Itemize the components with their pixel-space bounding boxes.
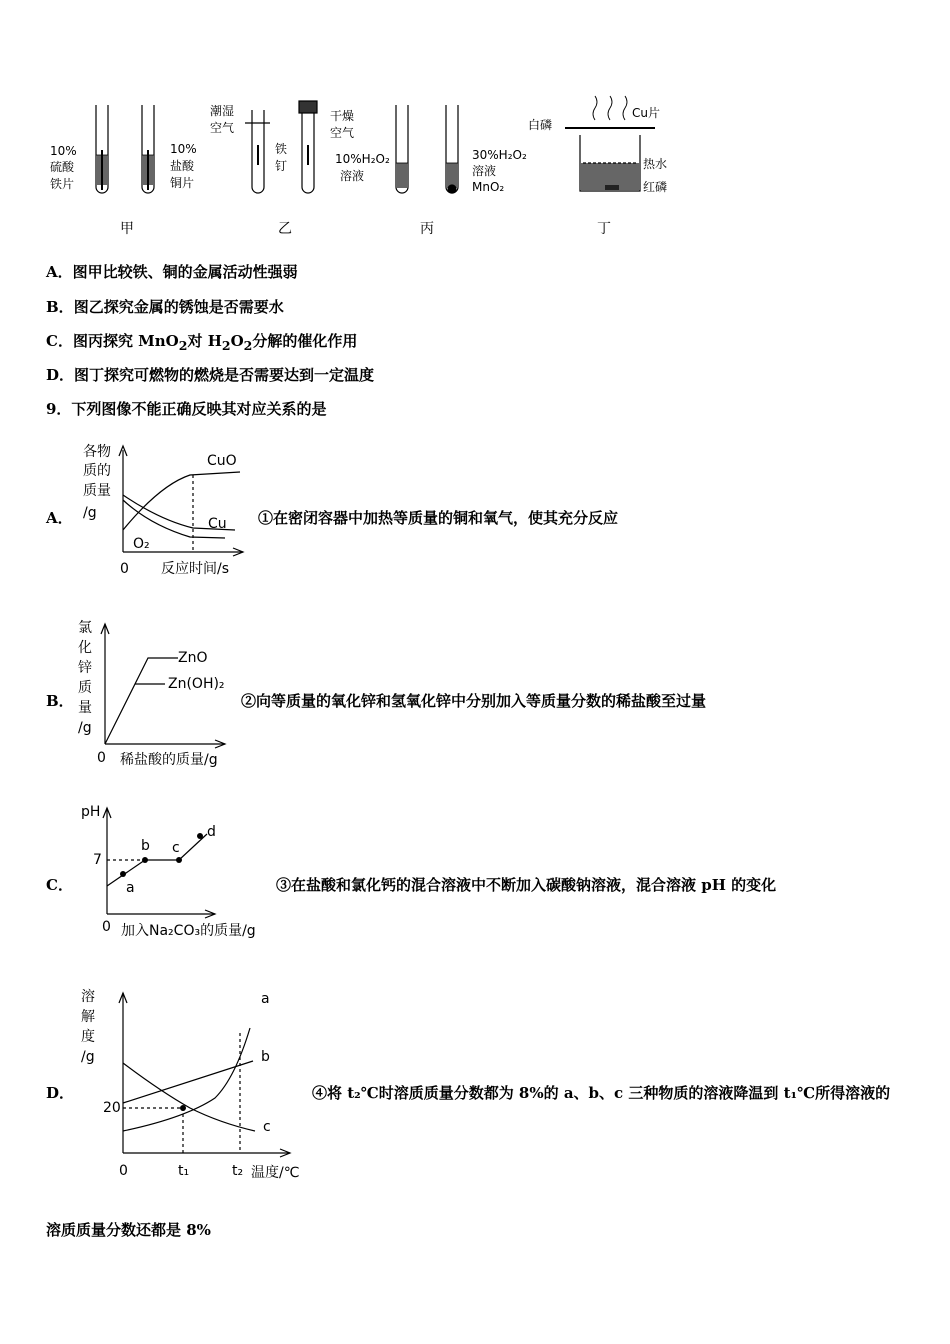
- q8-option-b-letter: B．: [46, 298, 74, 316]
- point-b: [142, 857, 148, 863]
- chart-d-xtick-t1: t₁: [178, 1163, 190, 1179]
- ding-hot-water-label: 热水: [643, 157, 668, 171]
- q8-option-c-sub2: 2: [221, 338, 231, 353]
- q9-option-c-desc: ③在盐酸和氯化钙的混合溶液中不断加入碳酸钠溶液，混合溶液 pH 的变化: [276, 876, 777, 894]
- q9-option-c-letter: C．: [46, 876, 73, 894]
- chart-c-ytick-7: 7: [93, 852, 102, 868]
- jia-right-label-2: 盐酸: [170, 159, 195, 173]
- q8-option-c-sub1: 2: [178, 338, 188, 353]
- chart-a-ylabel-1: 各物: [83, 444, 111, 460]
- ding-red-p-label: 红磷: [643, 180, 668, 194]
- chart-b-ylabel-2: 化: [78, 640, 92, 656]
- q8-option-c-text-post: 分解的催化作用: [252, 332, 358, 350]
- yi-nail-label-1: 铁: [275, 142, 288, 156]
- bing-right-label-1: 30%H₂O₂: [472, 148, 527, 162]
- chart-b-ylabel-3: 锌: [78, 660, 92, 676]
- jia-left-label-3: 铁片: [50, 177, 75, 191]
- caption-ding: 丁: [597, 221, 611, 237]
- ding-cu-label: Cu片: [632, 106, 660, 120]
- jia-left-label-2: 硫酸: [50, 160, 75, 174]
- chart-a-series-cuo: CuO: [207, 453, 237, 469]
- jia-right-label-3: 铜片: [170, 176, 195, 190]
- apparatus-figure: [40, 95, 700, 245]
- q8-option-c-letter: C．: [46, 332, 73, 350]
- caption-jia: 甲: [120, 221, 134, 237]
- chart-c-label-c: c: [172, 840, 180, 856]
- q8-option-c-text-pre: 图丙探究 MnO: [72, 332, 179, 350]
- chart-d-ylabel-3: 度: [81, 1029, 95, 1045]
- chart-a-series-o2: O₂: [133, 536, 150, 552]
- chart-c-xlabel: 加入Na₂CO₃的质量/g: [121, 923, 256, 939]
- chart-d-series-c: c: [263, 1119, 271, 1135]
- chart-b-ylabel-5: 量: [78, 700, 92, 716]
- point-d: [197, 833, 203, 839]
- q8-option-c-text-mid2: O: [230, 332, 244, 350]
- chart-b-series-znoh2: Zn(OH)₂: [168, 676, 225, 692]
- chart-b-ylabel-1: 氯: [78, 620, 92, 636]
- chart-a-xlabel: 反应时间/s: [161, 561, 230, 577]
- chart-b-ylabel-4: 质: [78, 680, 92, 696]
- jia-right-label-1: 10%: [170, 142, 197, 156]
- chart-d-ylabel-2: 解: [81, 1009, 95, 1025]
- chart-a-series-cu: Cu: [208, 516, 227, 532]
- chart-c-label-d: d: [207, 824, 216, 840]
- chart-d-origin: 0: [119, 1163, 128, 1179]
- intersection-point: [180, 1105, 186, 1111]
- q9-chart-d: [75, 983, 310, 1183]
- chart-a-origin: 0: [120, 561, 129, 577]
- chart-d-ytick-20: 20: [103, 1100, 121, 1116]
- chart-c-label-a: a: [126, 880, 135, 896]
- q9-chart-c: [75, 798, 280, 948]
- chart-a-ylabel-3: 质量: [83, 483, 111, 499]
- yi-dry-label-2: 空气: [330, 126, 355, 140]
- chart-d-ylabel-1: 溶: [81, 989, 95, 1005]
- chart-c-ylabel: pH: [81, 804, 101, 820]
- q8-option-c: [46, 330, 357, 353]
- chart-b-xlabel: 稀盐酸的质量/g: [120, 752, 218, 768]
- chart-d-series-b: b: [261, 1049, 270, 1065]
- chart-c-origin: 0: [102, 919, 111, 935]
- ding-white-p-label: 白磷: [528, 118, 553, 132]
- series-a-curve: [123, 1028, 250, 1131]
- q8-option-a: [46, 261, 298, 282]
- caption-bing: 丙: [420, 221, 434, 237]
- q9-option-d-letter: D．: [46, 1084, 75, 1102]
- q9-chart-b: [70, 612, 255, 772]
- bing-left-label-2: 溶液: [340, 169, 365, 183]
- bing-left-label-1: 10%H₂O₂: [335, 152, 390, 166]
- q8-option-c-text-mid: 对 H: [187, 332, 222, 350]
- q9-option-d-desc: ④将 t₂℃时溶质质量分数都为 8%的 a、b、c 三种物质的溶液降温到 t₁℃所得溶液的: [312, 1084, 891, 1102]
- q9-option-d-desc-cont: 溶质质量分数还都是 8%: [46, 1221, 211, 1239]
- yi-moist-label-1: 潮湿: [210, 104, 235, 118]
- point-c: [176, 857, 182, 863]
- chart-b-origin: 0: [97, 750, 106, 766]
- q8-option-d-text: 图丁探究可燃物的燃烧是否需要达到一定温度: [74, 366, 375, 384]
- chart-d-xtick-t2: t₂: [232, 1163, 244, 1179]
- q9-option-a-letter: A．: [46, 509, 73, 527]
- chart-d-ylabel-4: /g: [81, 1049, 95, 1065]
- chart-b-ylabel-6: /g: [78, 720, 92, 736]
- bing-right-label-3: MnO₂: [472, 180, 505, 194]
- q8-option-b: [46, 296, 284, 317]
- q9-stem: 9．下列图像不能正确反映其对应关系的是: [46, 400, 327, 418]
- chart-d-xlabel: 温度/℃: [251, 1165, 300, 1181]
- series-zno-line: [105, 658, 178, 744]
- yi-moist-label-2: 空气: [210, 121, 235, 135]
- series-b-curve: [123, 1061, 253, 1103]
- chart-a-ylabel-4: /g: [83, 505, 97, 521]
- q8-option-d: [46, 364, 374, 385]
- point-a: [120, 871, 126, 877]
- q8-option-c-sub3: 2: [243, 338, 253, 353]
- caption-yi: 乙: [278, 221, 292, 237]
- q9-option-b-letter: B．: [46, 692, 74, 710]
- q8-option-a-letter: A．: [46, 263, 73, 281]
- q8-option-a-text: 图甲比较铁、铜的金属活动性强弱: [72, 263, 298, 281]
- q9-option-a-desc: ①在密闭容器中加热等质量的铜和氧气，使其充分反应: [258, 509, 619, 527]
- chart-c-label-b: b: [141, 838, 150, 854]
- q8-option-d-letter: D．: [46, 366, 75, 384]
- q8-option-b-text: 图乙探究金属的锈蚀是否需要水: [73, 298, 284, 316]
- chart-b-series-zno: ZnO: [178, 650, 208, 666]
- chart-a-ylabel-2: 质的: [83, 463, 111, 479]
- q9-chart-a: [75, 440, 260, 585]
- yi-dry-label-1: 干燥: [330, 109, 355, 123]
- chart-d-series-a: a: [261, 991, 270, 1007]
- q9-option-b-desc: ②向等质量的氧化锌和氢氧化锌中分别加入等质量分数的稀盐酸至过量: [241, 692, 707, 710]
- jia-left-label-1: 10%: [50, 144, 77, 158]
- yi-nail-label-2: 钉: [275, 159, 288, 173]
- bing-right-label-2: 溶液: [472, 164, 497, 178]
